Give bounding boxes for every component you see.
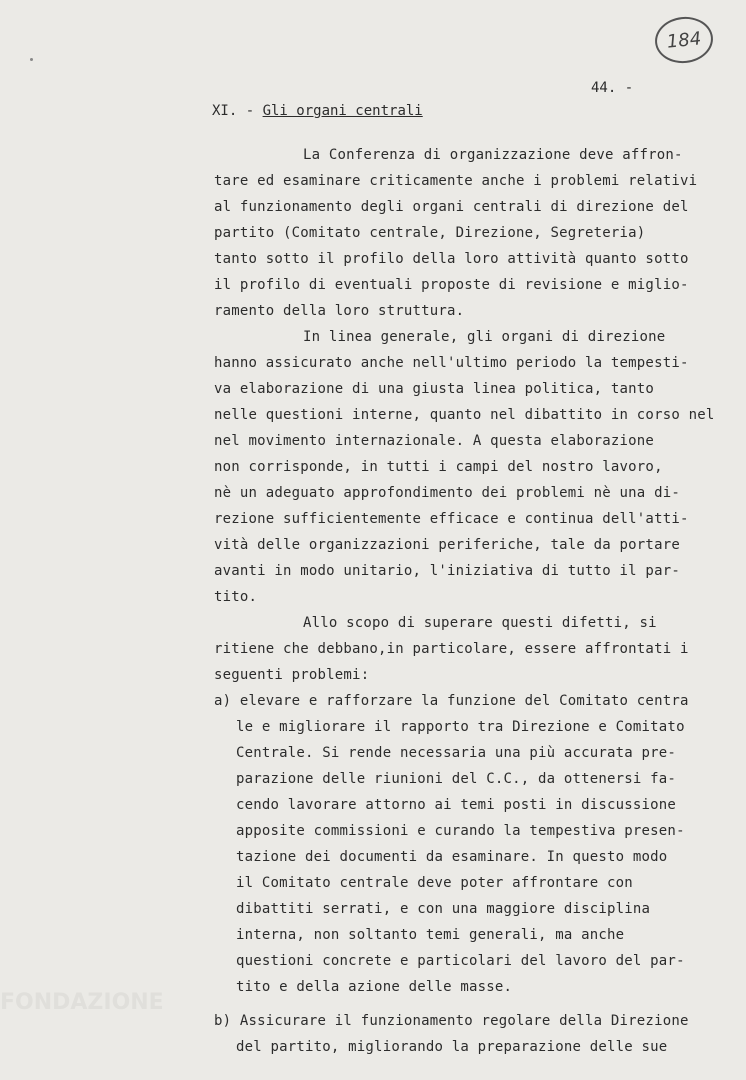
- text-line: tito.: [214, 589, 258, 605]
- list-item-a-line: a) elevare e rafforzare la funzione del Comitato centra: [214, 693, 689, 709]
- list-item-b-line: b) Assicurare il funzionamento regolare della Direzione: [214, 1013, 689, 1029]
- text-line: seguenti problemi:: [214, 667, 370, 683]
- text-line: nel movimento internazionale. A questa elaborazione: [214, 433, 655, 449]
- list-item-a-line: le e migliorare il rapporto tra Direzione e Comitato: [236, 719, 685, 735]
- text-line: hanno assicurato anche nell'ultimo periodo la tempesti-: [214, 355, 689, 371]
- list-item-a-line: Centrale. Si rende necessaria una più accurata pre-: [236, 745, 677, 761]
- text-line: rezione sufficientemente efficace e continua dell'atti-: [214, 511, 689, 527]
- text-line: In linea generale, gli organi di direzione: [303, 329, 666, 345]
- list-item-a-line: apposite commissioni e curando la tempestiva presen-: [236, 823, 685, 839]
- list-item-a-line: dibattiti serrati, e con una maggiore disciplina: [236, 901, 651, 917]
- text-line: il profilo di eventuali proposte di revisione e miglio-: [214, 277, 689, 293]
- text-line: Allo scopo di superare questi difetti, si: [303, 615, 657, 631]
- text-line: al funzionamento degli organi centrali di direzione del: [214, 199, 689, 215]
- archive-watermark: FONDAZIONE: [0, 990, 164, 1015]
- heading-title: Gli organi centrali: [262, 103, 423, 119]
- text-line: vità delle organizzazioni periferiche, tale da portare: [214, 537, 680, 553]
- text-line: nelle questioni interne, quanto nel dibattito in corso nel: [214, 407, 715, 423]
- section-heading: [212, 103, 423, 119]
- list-item-a-line: tito e della azione delle masse.: [236, 979, 513, 995]
- archive-stamp: 184: [653, 14, 715, 66]
- text-line: va elaborazione di una giusta linea politica, tanto: [214, 381, 655, 397]
- list-item-a-line: tazione dei documenti da esaminare. In questo modo: [236, 849, 668, 865]
- list-item-b-line: del partito, migliorando la preparazione delle sue: [236, 1039, 668, 1055]
- text-line: La Conferenza di organizzazione deve affron-: [303, 147, 683, 163]
- list-item-a-line: il Comitato centrale deve poter affrontare con: [236, 875, 633, 891]
- text-line: tanto sotto il profilo della loro attività quanto sotto: [214, 251, 689, 267]
- page-number: 44. -: [591, 80, 634, 96]
- text-line: avanti in modo unitario, l'iniziativa di tutto il par-: [214, 563, 680, 579]
- list-item-a-line: interna, non soltanto temi generali, ma anche: [236, 927, 625, 943]
- heading-prefix: XI. -: [212, 103, 263, 119]
- text-line: tare ed esaminare criticamente anche i problemi relativi: [214, 173, 698, 189]
- list-item-a-line: parazione delle riunioni del C.C., da ottenersi fa-: [236, 771, 677, 787]
- text-line: ritiene che debbano,in particolare, essere affrontati i: [214, 641, 689, 657]
- list-item-a-line: cendo lavorare attorno ai temi posti in discussione: [236, 797, 677, 813]
- text-line: nè un adeguato approfondimento dei problemi nè una di-: [214, 485, 680, 501]
- text-line: non corrisponde, in tutti i campi del nostro lavoro,: [214, 459, 663, 475]
- text-line: ramento della loro struttura.: [214, 303, 465, 319]
- paper-speck: [30, 58, 33, 61]
- text-line: partito (Comitato centrale, Direzione, Segreteria): [214, 225, 646, 241]
- list-item-a-line: questioni concrete e particolari del lavoro del par-: [236, 953, 685, 969]
